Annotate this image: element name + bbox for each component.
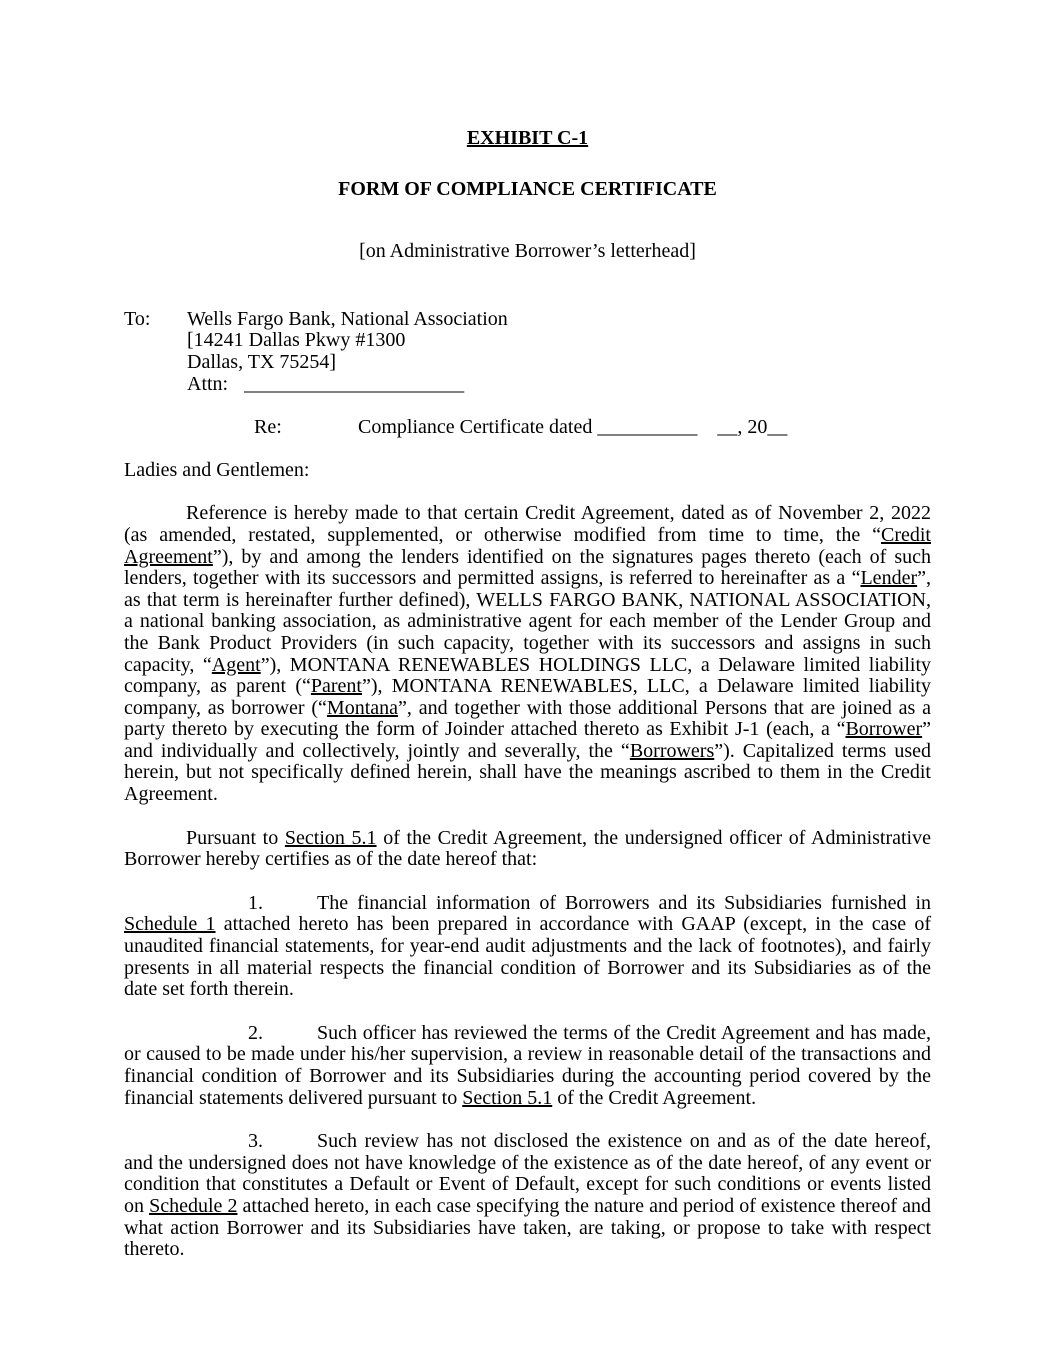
recipient-block: [124, 309, 931, 395]
defined-term: Agent: [211, 653, 261, 676]
body-paragraph: [124, 828, 931, 871]
recipient-address-line-1: [14241 Dallas Pkwy #1300: [187, 329, 406, 352]
re-line: [254, 417, 931, 439]
text-run: ”, and together with those additional Persons that are joined as a party thereto by executing the form of Joinder attached thereto as Exhibit J-1 (each, a “: [124, 696, 931, 741]
attn-line: [187, 374, 931, 396]
text-run: of the Credit Agreement.: [552, 1086, 757, 1109]
text-run: Reference is hereby made to that certain Credit Agreement, dated as of November 2, 2022 (as amended, restated, supplemented, or otherwise modified from time to time, the “: [124, 502, 931, 546]
text-run: ” and individually and collectively, jointly and severally, the “: [124, 718, 931, 762]
numbered-paragraph: [124, 893, 931, 1001]
numbered-paragraph: [124, 1131, 931, 1261]
text-run: ”), MONTANA RENEWABLES, LLC, a Delaware limited liability company, as borrower (“: [124, 675, 931, 719]
defined-term: Montana: [326, 696, 399, 719]
text-run: attached hereto has been prepared in accordance with GAAP (except, in the case of unaudited financial statements, for year-end audit adjustments and the lack of footnotes), and fairly presents in all material respects the financial condition of Borrower and its Subsidiaries as of the date set forth therein.: [124, 913, 931, 1001]
paragraph-number: 3.: [248, 1130, 263, 1153]
defined-term: Schedule 2: [149, 1194, 238, 1217]
recipient-address-line-2: Dallas, TX 75254]: [187, 350, 337, 373]
defined-term: Section 5.1: [284, 826, 377, 849]
to-label: To:: [124, 307, 151, 330]
document-body: [124, 503, 931, 1260]
numbered-paragraph: [124, 1023, 931, 1109]
re-label: Re:: [254, 416, 282, 439]
body-paragraph: [124, 503, 931, 805]
defined-term: Lender: [860, 567, 918, 590]
text-run: attached hereto, in each case specifying the nature and period of existence thereof and what action Borrower and its Subsidiaries have taken, are taking, or propose to take with respect thereto.: [124, 1194, 931, 1261]
text-run: The financial information of Borrowers and its Subsidiaries furnished in: [317, 891, 931, 914]
text-run: Such review has not disclosed the existence on and as of the date hereof, and the undersigned does not have knowledge of the existence as of the date hereof, of any event or condition that constitutes a Default or Event of Default, except for such conditions or events listed on: [124, 1130, 931, 1217]
salutation: Ladies and Gentlemen:: [124, 458, 310, 481]
defined-term: Parent: [310, 675, 362, 698]
text-run: of the Credit Agreement, the undersigned officer of Administrative Borrower hereby certifies as of the date hereof that:: [124, 826, 931, 871]
attn-label: Attn:: [187, 372, 229, 395]
defined-term: Section 5.1: [462, 1086, 553, 1109]
text-run: Such officer has reviewed the terms of the Credit Agreement and has made, or caused to be made under his/her supervision, a review in reasonable detail of the transactions and financial condition of Borrower and its Subsidiaries during the accounting period covered by the financial statements delivered pursuant to: [124, 1021, 931, 1109]
letterhead-note: [on Administrative Borrower’s letterhead]: [359, 240, 696, 263]
text-run: ”, as that term is hereinafter further defined), WELLS FARGO BANK, NATIONAL ASSOCIATION, a national banking association, as administrative agent for each member of the Lender Group and the Bank Product Providers (in such capacity, together with its successors and assigns in such capacity, “: [124, 567, 931, 676]
defined-term: Credit Agreement: [124, 523, 931, 568]
attn-blank-line: ______________________: [244, 372, 465, 395]
re-text: Compliance Certificate dated __________ __, 20__: [358, 416, 788, 439]
paragraph-number: 2.: [248, 1021, 263, 1044]
recipient-name: Wells Fargo Bank, National Association: [187, 307, 508, 330]
exhibit-title: EXHIBIT C-1: [466, 127, 589, 149]
defined-term: Borrower: [845, 718, 923, 741]
defined-term: Borrowers: [629, 739, 715, 762]
text-run: ”). Capitalized terms used herein, but not specifically defined herein, shall have the meanings ascribed to them in the Credit Agreement.: [124, 739, 931, 806]
paragraph-number: 1.: [248, 891, 263, 914]
defined-term: Schedule 1: [124, 913, 216, 936]
text-run: Pursuant to: [186, 826, 285, 849]
form-title: FORM OF COMPLIANCE CERTIFICATE: [338, 177, 717, 200]
text-run: ”), by and among the lenders identified on the signatures pages thereto (each of such lenders, together with its successors and permitted assigns, is referred to hereinafter as a “: [124, 545, 931, 590]
recipient-address: [187, 309, 931, 395]
text-run: ”), MONTANA RENEWABLES HOLDINGS LLC, a Delaware limited liability company, as parent (“: [124, 653, 932, 698]
